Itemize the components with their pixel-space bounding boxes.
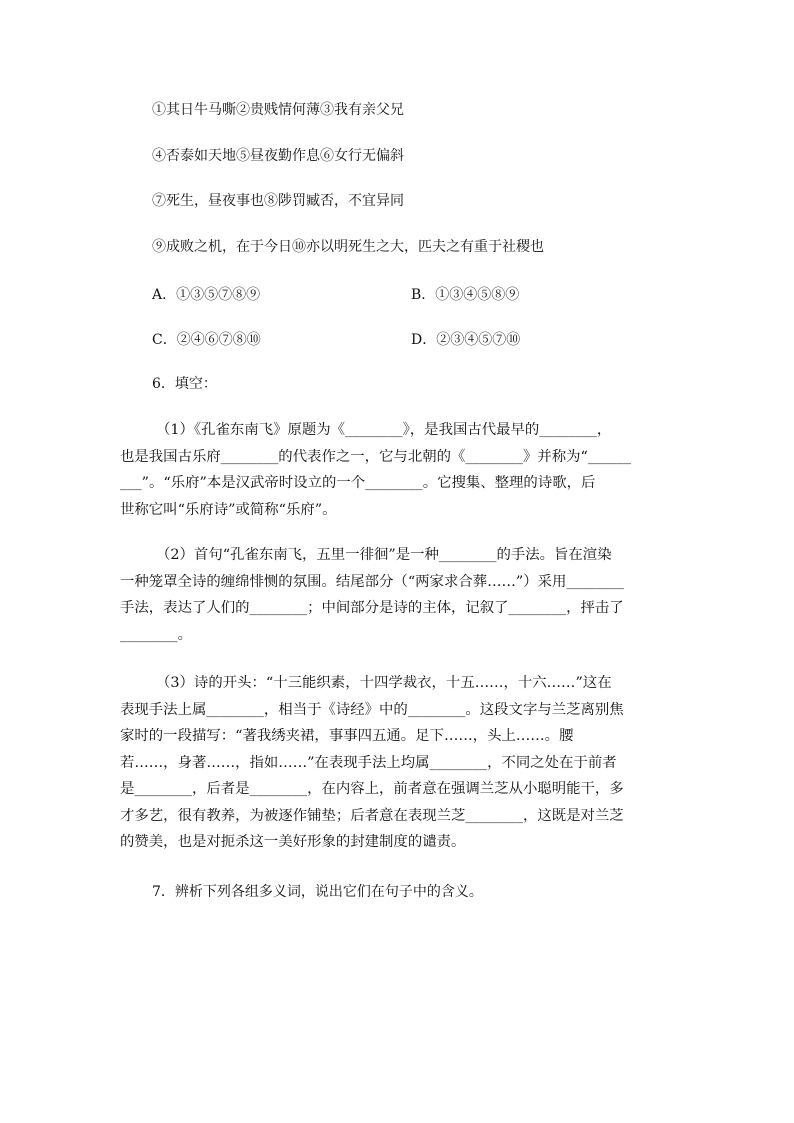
- q6-1-line-4: 世称它叫“乐府诗”或简称“乐府”。: [120, 501, 337, 518]
- question-6-part-3: [120, 670, 674, 856]
- option-d: D．②③④⑤⑦⑩: [411, 332, 521, 348]
- q6-1-line-1: （1）《孔雀东南飞》原题为《________》，是我国古代最早的________，: [156, 422, 612, 438]
- sentence-group-2: ④否泰如天地⑤昼夜勤作息⑥女行无偏斜: [152, 148, 404, 164]
- q6-2-line-2: 一种笼罩全诗的缠绵悱恻的氛围。结尾部分（“两家求合葬……”）采用________: [120, 573, 624, 590]
- q6-3-line-5: 是________，后者是________，在内容上，前者意在强调兰芝从小聪明能干，多: [120, 781, 624, 797]
- q6-3-line-2: 表现手法上属________，相当于《诗经》中的________。这段文字与兰芝离别焦: [120, 701, 624, 718]
- question-6-part-2: [120, 542, 674, 648]
- q6-3-line-3: 家时的一段描写：“著我绣夹裙，事事四五通。足下……，头上……。腰: [120, 728, 574, 744]
- question-6-part-1: [120, 417, 674, 523]
- question-7-title: 7．辨析下列各组多义词，说出它们在句子中的含义。: [152, 884, 483, 900]
- q6-1-line-3: ___”。“乐府”本是汉武帝时设立的一个________。它搜集、整理的诗歌，后: [120, 475, 596, 491]
- q6-2-line-4: ________。: [120, 626, 192, 643]
- q6-3-line-6: 才多艺，很有教养，为被逐作铺垫；后者意在表现兰芝________，这既是对兰芝: [120, 807, 624, 824]
- option-c: C．②④⑥⑦⑧⑩: [152, 332, 261, 348]
- q6-3-line-4: 若……，身著……，指如……”在表现手法上均属________，不同之处在于前者: [120, 754, 617, 771]
- q6-3-line-7: 的赞美，也是对扼杀这一美好形象的封建制度的谴责。: [120, 834, 466, 850]
- option-b: B．①③④⑤⑧⑨: [411, 287, 520, 303]
- q6-3-line-1: （3）诗的开头：“十三能织素，十四学裁衣，十五……，十六……”这在: [156, 675, 612, 691]
- sentence-group-1: ①其日牛马嘶②贵贱情何薄③我有亲父兄: [152, 102, 404, 118]
- sentence-group-3: ⑦死生，昼夜事也⑧陟罚臧否，不宜异同: [152, 193, 404, 209]
- sentence-group-4: ⑨成败之机，在于今日⑩亦以明死生之大，匹夫之有重于社稷也: [152, 239, 544, 255]
- q6-2-line-3: 手法，表达了人们的________；中间部分是诗的主体，记叙了________，抨击了: [120, 600, 624, 616]
- question-6-title: 6．填空：: [152, 376, 217, 392]
- option-a: A．①③⑤⑦⑧⑨: [152, 287, 261, 303]
- q6-1-line-2: 也是我国古乐府________的代表作之一，它与北朝的《________》并称为“______: [120, 448, 632, 465]
- q6-2-line-1: （2）首句“孔雀东南飞，五里一徘徊”是一种________的手法。旨在渲染: [156, 547, 612, 563]
